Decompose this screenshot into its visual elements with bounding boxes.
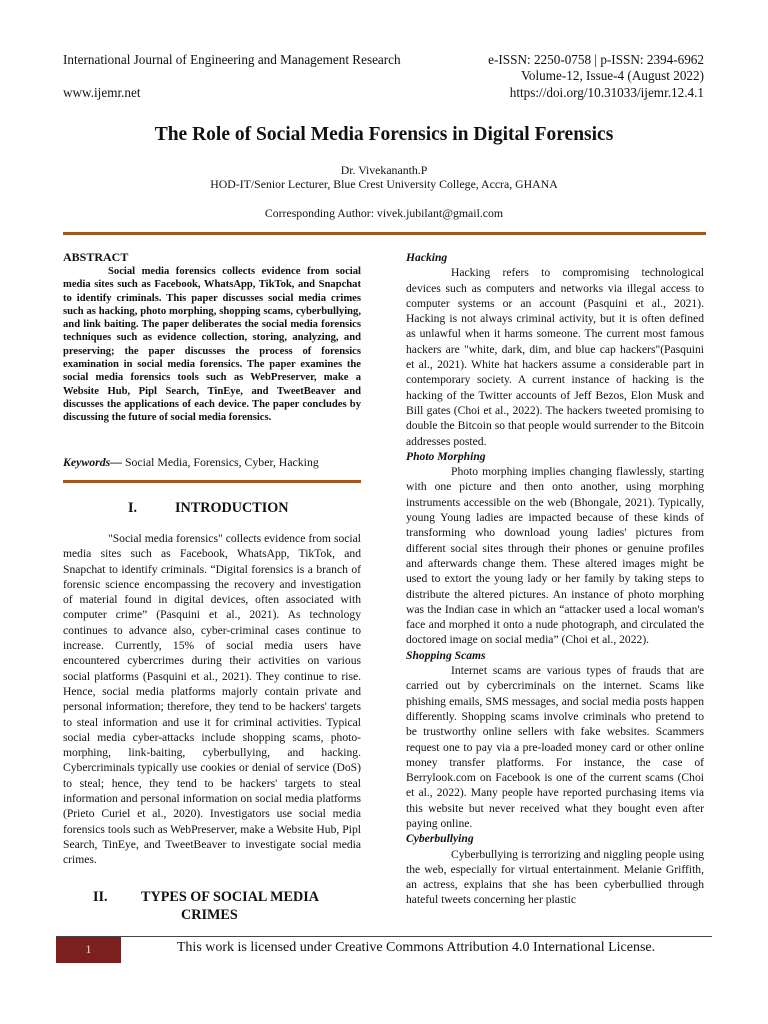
hacking-text: Hacking refers to compromising technological devices such as computers and networks via illegal access to computer systems or an account (Pasquini et al., 2021). Hacking is not always criminal activity, but it is often defined as unlawful when it harms someone. The current most famous hackers are "white, dark, dim, and blue cap hackers"(Pasquini et al., 2021). White hat hackers assume a considerable part in contemporary society. A current instance of hacking is the hacking of the Twitter accounts of Jeff Bezos, Elon Musk and Bill gates (Choi et al., 2022). The hackers tweeted promising to double the Bitcoin so that people would surrender to the Bitcoin addresses posted. [406,266,704,448]
section-numeral: I. [128,500,138,516]
section-numeral: II. [93,889,108,905]
keywords [63,455,361,470]
abstract-heading: ABSTRACT [63,250,129,264]
page-number: 1 [56,937,121,963]
photo-morphing-text: Photo morphing implies changing flawlessly, starting with one picture and then onto another, using morphing instruments accessible on the web (Bhongale, 2021). Typically, young Young ladies are impacted because of these kinds of transforming who download young ladies' pictures from different social sites through their phones or genuine profiles and afterwards change them. These altered images might be used to extort the young lady or her family by taking steps to distribute the altered pictures. An instance of photo morphing was the Indian case in which an “attacker used a local woman's face and morphed it onto a nude photograph, and circulated the doctored image on social media” (Choi et al., 2022). [406,465,704,647]
volume-issue: Volume-12, Issue-4 (August 2022) [521,68,704,83]
section-title: INTRODUCTION [175,500,289,516]
section-title-line2: CRIMES [181,907,238,923]
cyberbullying-text: Cyberbullying is terrorizing and niggling people using the web, especially for virtual entertainment. Melanie Griffith, an actress, explains that she has been cyberbullied through hateful tweets concerning her plastic [406,847,704,907]
hacking-heading: Hacking [406,251,448,264]
right-column [406,250,704,908]
keywords-text: Social Media, Forensics, Cyber, Hacking [124,455,319,469]
title-divider [63,232,706,235]
footer-divider [56,936,712,937]
keywords-label: Keywords— [63,455,122,469]
license-notice: This work is licensed under Creative Commons Attribution 4.0 International License. [176,940,656,955]
corresponding-author: Corresponding Author: vivek.jubilant@gmail.com [264,206,504,220]
journal-name: International Journal of Engineering and Management Research [63,52,401,67]
author-name: Dr. Vivekananth.P [340,163,428,177]
abstract-text: Social media forensics collects evidence from social media sites such as Facebook, WhatsApp, TikTok, and Snapchat to identify criminals. This paper discusses social media crimes such as hacking, photo morphing, shopping scams, cyberbullying, and link baiting. The paper deliberates the social media forensics techniques such as evidence collection, storing, analyzing, and preserving; the paper discusses the process of forensics examination in social media forensics. The paper examines the social media forensics tools such as WebPreserver, make a Website Hub, Pipl Search, TinEye, and TweetBeaver and discusses the applications of each device. The paper concludes by discussing the future of social media forensics. [63,266,361,424]
shopping-scams-text: Internet scams are various types of frauds that are carried out by cybercriminals on the internet. Scams like phishing emails, SMS messages, and social media posts happen differently. Shopping scams involve criminals who pretend to be trustworthy online sellers with fake websites. Scammers request one to pay via a pre-loaded money card or other online money transfer platforms. For instance, the case of Berrylook.com on Facebook is one of the current scams (Choi et al., 2022). Many people have reported purchasing items via this website but never received what they bought even after paying online. [406,664,704,830]
shopping-scams-heading: Shopping Scams [406,648,486,662]
introduction-text: "Social media forensics" collects evidence from social media sites such as Facebook, WhatsApp, TikTok, and Snapchat to identify criminals. “Digital forensics is a branch of forensic science encompassing the recovery and investigation of material found in digital devices, often associated with computer crime” (Pasquini et al., 2021). As technology continues to advance also, cyber-criminal cases continue to increase. Currently, 15% of social media users have encountered cybercrimes during their activities on various social platforms (Pasquini et al., 2021). They continue to rise. Hence, social media platforms majorly contain private and personal information; therefore, they tend to be hackers' targets to steal information and use it for criminal activities. Typical social media cyber-attacks include shopping scams, photo-morphing, link-baiting, cyberbullying, and hacking. Cybercriminals typically use cookies or denial of service (DoS) to steal; hence, they tend to be hackers' targets to steal information and personal information on social media platforms (Prieto Curiel et al., 2020). Investigators use social media forensics tools such as WebPreserver, make a Website Hub, Pipl Search, TinEye, and TweetBeaver to investigate social media crimes. [63,532,361,867]
section-title-line1: TYPES OF SOCIAL MEDIA [141,889,320,905]
doi-link[interactable]: https://doi.org/10.31033/ijemr.12.4.1 [509,85,704,100]
issn: e-ISSN: 2250-0758 | p-ISSN: 2394-6962 [488,52,704,67]
keywords-divider [63,480,361,483]
author-affiliation: HOD-IT/Senior Lecturer, Blue Crest University College, Accra, GHANA [210,177,558,191]
section2-heading [63,888,361,928]
journal-website[interactable]: www.ijemr.net [63,85,141,100]
paper-title: The Role of Social Media Forensics in Digital Forensics [154,124,614,145]
cyberbullying-heading: Cyberbullying [406,832,474,846]
photo-morphing-heading: Photo Morphing [406,449,486,463]
